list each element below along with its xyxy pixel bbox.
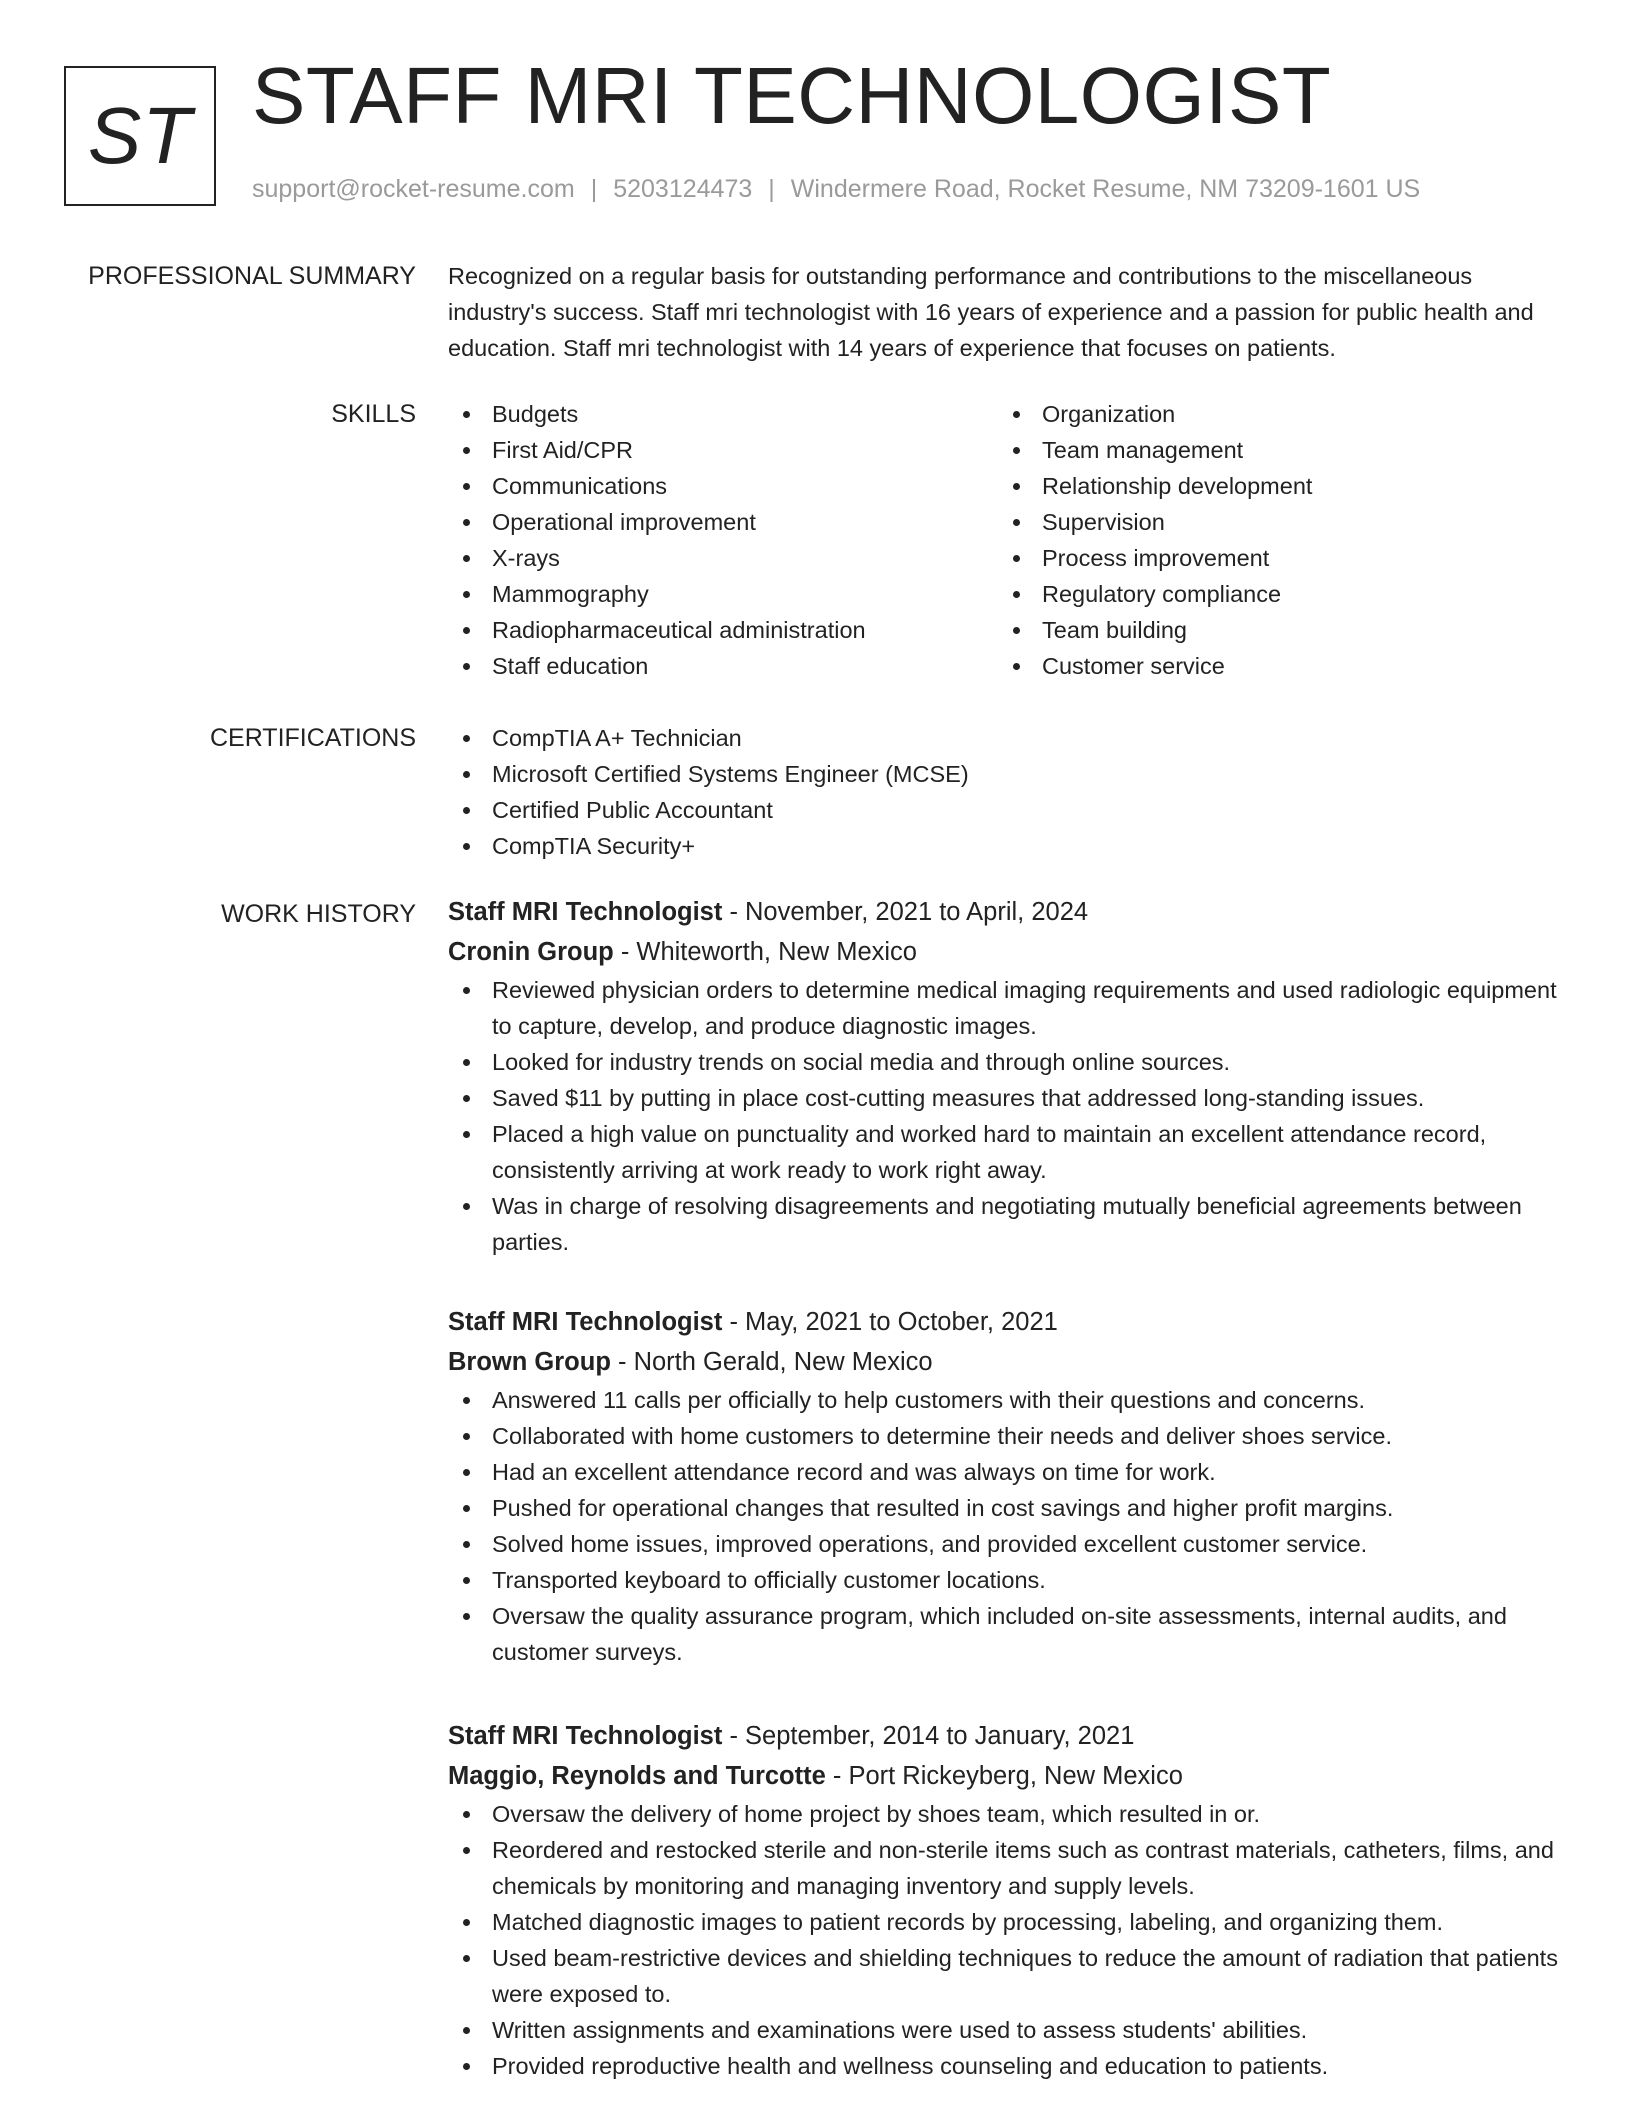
job-company-line xyxy=(448,1756,1573,1796)
skill-item: Operational improvement xyxy=(448,504,998,540)
job-title-line xyxy=(448,1302,1573,1342)
monogram-initials: ST xyxy=(87,91,193,180)
skill-item: Team building xyxy=(998,612,1548,648)
certification-item: Microsoft Certified Systems Engineer (MCSE) xyxy=(448,756,1573,792)
job-bullet: Reordered and restocked sterile and non-sterile items such as contrast materials, catheters, films, and chemicals by monitoring and managing inventory and supply levels. xyxy=(448,1832,1573,1904)
skill-item: Communications xyxy=(448,468,998,504)
job-title: Staff MRI Technologist xyxy=(448,898,723,926)
job-entry xyxy=(448,1302,1573,1670)
contact-line xyxy=(252,174,1420,204)
section-label-skills: SKILLS xyxy=(331,400,416,428)
job-bullet: Matched diagnostic images to patient records by processing, labeling, and organizing them. xyxy=(448,1904,1573,1940)
job-bullet: Reviewed physician orders to determine medical imaging requirements and used radiologic equipment to capture, develop, and produce diagnostic images. xyxy=(448,972,1573,1044)
job-bullet: Oversaw the quality assurance program, which included on-site assessments, internal audits, and customer surveys. xyxy=(448,1598,1573,1670)
skill-item: First Aid/CPR xyxy=(448,432,998,468)
contact-separator: | xyxy=(590,175,598,203)
skill-item: Relationship development xyxy=(998,468,1548,504)
certifications-list xyxy=(448,720,1573,864)
job-title: Staff MRI Technologist xyxy=(448,1308,723,1336)
section-label-work-history: WORK HISTORY xyxy=(221,900,416,928)
skills-column-2 xyxy=(998,396,1548,684)
job-entry xyxy=(448,892,1573,1260)
contact-phone: 5203124473 xyxy=(613,175,753,203)
job-bullet: Pushed for operational changes that resulted in cost savings and higher profit margins. xyxy=(448,1490,1573,1526)
skill-item: Organization xyxy=(998,396,1548,432)
skills-grid xyxy=(448,396,1573,684)
job-dates: - September, 2014 to January, 2021 xyxy=(722,1722,1135,1750)
contact-address: Windermere Road, Rocket Resume, NM 73209-1601 US xyxy=(790,175,1421,203)
work-history-body xyxy=(448,892,1573,2079)
job-bullet: Provided reproductive health and wellness counseling and education to patients. xyxy=(448,2048,1573,2084)
skills-body xyxy=(448,396,1573,684)
skill-item: Mammography xyxy=(448,576,998,612)
job-dates: - November, 2021 to April, 2024 xyxy=(722,898,1089,926)
job-bullets xyxy=(448,1382,1573,1670)
job-entry xyxy=(448,1716,1573,2084)
certifications-body xyxy=(448,720,1573,864)
certification-item: Certified Public Accountant xyxy=(448,792,1573,828)
job-bullet: Had an excellent attendance record and was always on time for work. xyxy=(448,1454,1573,1490)
certification-item: CompTIA A+ Technician xyxy=(448,720,1573,756)
skill-item: Process improvement xyxy=(998,540,1548,576)
job-bullet: Saved $11 by putting in place cost-cutting measures that addressed long-standing issues. xyxy=(448,1080,1573,1116)
job-bullets xyxy=(448,972,1573,1260)
job-bullet: Transported keyboard to officially customer locations. xyxy=(448,1562,1573,1598)
job-bullet: Was in charge of resolving disagreements and negotiating mutually beneficial agreements between parties. xyxy=(448,1188,1573,1260)
job-title: Staff MRI Technologist xyxy=(448,1722,723,1750)
monogram-badge xyxy=(64,66,216,206)
job-company: Brown Group xyxy=(448,1348,611,1376)
job-title-line xyxy=(448,1716,1573,1756)
job-bullet: Oversaw the delivery of home project by shoes team, which resulted in or. xyxy=(448,1796,1573,1832)
skill-item: Customer service xyxy=(998,648,1548,684)
summary-text: Recognized on a regular basis for outstanding performance and contributions to the miscellaneous industry's success. Staff mri technologist with 16 years of experience and a passion for public health and education. Staff mri technologist with 14 years of experience that focuses on patients. xyxy=(448,263,1534,361)
job-bullet: Looked for industry trends on social media and through online sources. xyxy=(448,1044,1573,1080)
job-company-line xyxy=(448,1342,1573,1382)
skill-item: Regulatory compliance xyxy=(998,576,1548,612)
skill-item: Supervision xyxy=(998,504,1548,540)
candidate-name: STAFF MRI TECHNOLOGIST xyxy=(252,51,1332,140)
job-bullet: Solved home issues, improved operations, and provided excellent customer service. xyxy=(448,1526,1573,1562)
skill-item: Staff education xyxy=(448,648,998,684)
skill-item: X-rays xyxy=(448,540,998,576)
skill-item: Team management xyxy=(998,432,1548,468)
job-company: Cronin Group xyxy=(448,938,614,966)
certification-item: CompTIA Security+ xyxy=(448,828,1573,864)
skill-item: Radiopharmaceutical administration xyxy=(448,612,998,648)
job-bullet: Answered 11 calls per officially to help customers with their questions and concerns. xyxy=(448,1382,1573,1418)
section-label-summary: PROFESSIONAL SUMMARY xyxy=(88,262,416,290)
job-bullet: Written assignments and examinations were used to assess students' abilities. xyxy=(448,2012,1573,2048)
skills-column-1 xyxy=(448,396,998,684)
skill-item: Budgets xyxy=(448,396,998,432)
job-bullet: Used beam-restrictive devices and shielding techniques to reduce the amount of radiation that patients were exposed to. xyxy=(448,1940,1573,2012)
job-bullet: Collaborated with home customers to determine their needs and deliver shoes service. xyxy=(448,1418,1573,1454)
job-dates: - May, 2021 to October, 2021 xyxy=(722,1308,1058,1336)
contact-email: support@rocket-resume.com xyxy=(252,175,575,203)
job-bullet: Placed a high value on punctuality and worked hard to maintain an excellent attendance record, consistently arriving at work ready to work right away. xyxy=(448,1116,1573,1188)
job-company: Maggio, Reynolds and Turcotte xyxy=(448,1762,826,1790)
job-title-line xyxy=(448,892,1573,932)
contact-separator: | xyxy=(768,175,775,203)
job-company-line xyxy=(448,932,1573,972)
job-location: - North Gerald, New Mexico xyxy=(610,1348,933,1376)
section-label-certifications: CERTIFICATIONS xyxy=(209,724,416,752)
job-location: - Port Rickeyberg, New Mexico xyxy=(825,1762,1183,1790)
job-bullets xyxy=(448,1796,1573,2084)
job-location: - Whiteworth, New Mexico xyxy=(613,938,917,966)
